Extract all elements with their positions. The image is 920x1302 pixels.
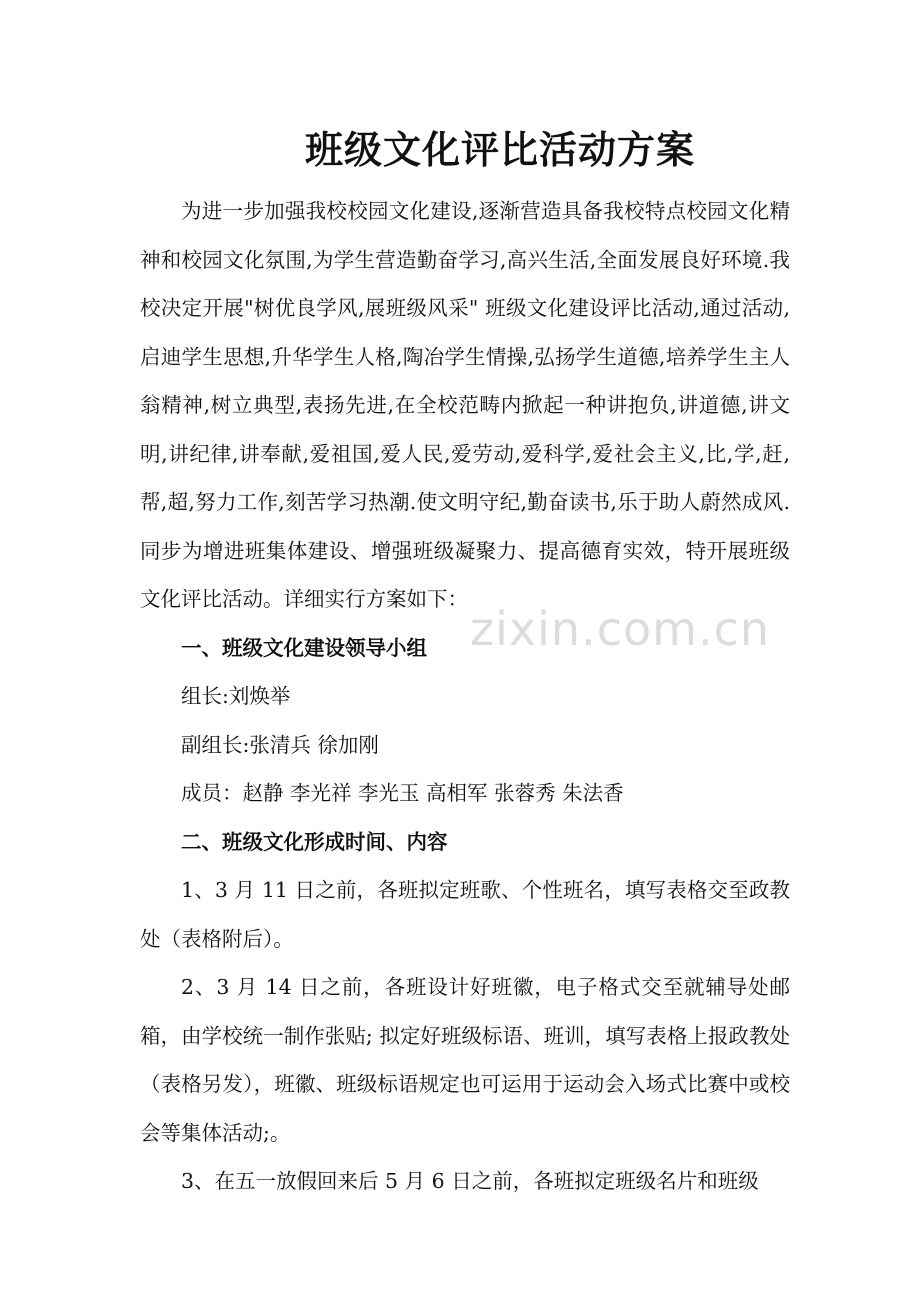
page-title: 班级文化评比活动方案 <box>304 127 695 172</box>
intro-paragraph: 为进一步加强我校校园文化建设,逐渐营造具备我校特点校园文化精神和校园文化氛围,为学生营造勤奋学习,高兴生活,全面发展良好环境.我校决定开展"树优良学风,展班级风采" 班级文化建设评比活动,通过活动,启迪学生思想,升华学生人格,陶冶学生情操,弘扬学生道德,培养学生主人翁精神,树立典型,表扬先进,在全校范畴内掀起一种讲抱负,讲道德,讲文明,讲纪律,讲奉献,爱祖国,爱人民,爱劳动,爱科学,爱社会主义,比,学,赶,帮,超,努力工作,刻苦学习热潮.使文明守纪,勤奋读书,乐于助人蔚然成风.同步为增进班集体建设、增强班级凝聚力、提高德育实效，特开展班级文化评比活动。详细实行方案如下： <box>140 199 790 611</box>
watermark: zixin.com.cn <box>470 602 771 656</box>
timeline-item-1: 1、3 月 11 日之前，各班拟定班歌、个性班名，填写表格交至政教处（表格附后）。 <box>140 878 790 951</box>
document-body <box>140 187 790 1206</box>
timeline-item-3: 3、在五一放假回来后 5 月 6 日之前，各班拟定班级名片和班级 <box>181 1169 759 1193</box>
leader-line: 组长:刘焕举 <box>181 684 291 708</box>
section-heading-leadership: 一、班级文化建设领导小组 <box>181 635 427 660</box>
timeline-item-2: 2、3 月 14 日之前，各班设计好班徽，电子格式交至就辅导处邮箱，由学校统一制作张贴; 拟定好班级标语、班训，填写表格上报政教处（表格另发），班徽、班级标语规定也可运用于运动会入场式比赛中或校会等集体活动;。 <box>140 975 790 1145</box>
members-line: 成员：赵静 李光祥 李光玉 高相军 张蓉秀 朱法香 <box>181 781 624 805</box>
section-heading-timeline: 二、班级文化形成时间、内容 <box>181 829 448 854</box>
deputy-leader-line: 副组长:张清兵 徐加刚 <box>181 732 379 757</box>
